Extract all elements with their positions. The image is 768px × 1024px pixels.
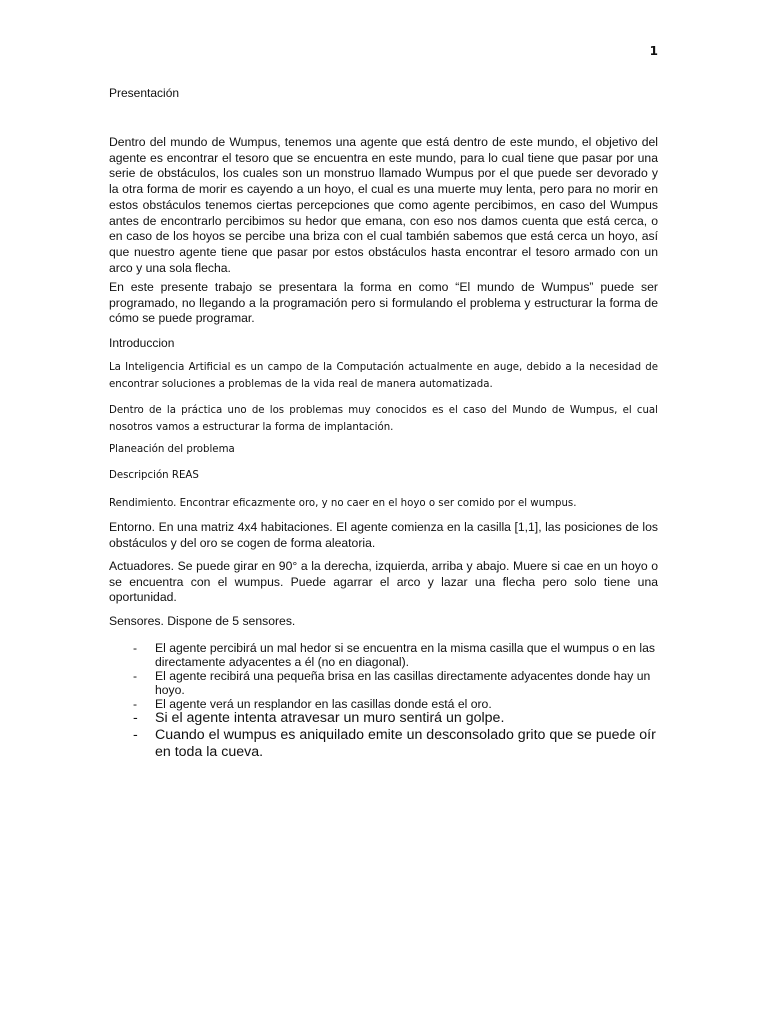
sensores-intro: Sensores. Dispone de 5 sensores. [109,614,296,628]
reas-subheading: Descripción REAS [109,470,199,481]
actuadores-paragraph: Actuadores. Se puede girar en 90° a la derecha, izquierda, arriba y abajo. Muere si cae en un hoyo o se encuentra con el wumpus. Puede agarrar el arco y lazar una flecha pero solo tiene una oportunidad. [109,559,658,605]
sensor-item-text: Si el agente intenta atravesar un muro sentirá un golpe. [155,710,505,726]
sensors-list-large [109,710,661,761]
presentation-heading: Presentación [109,86,180,100]
sensor-item-text: El agente percibirá un mal hedor si se encuentra en la misma casilla que el wumpus o en las directamente adyacentes a él (no en diagonal). [155,641,655,669]
list-dash: - [133,641,138,655]
presentation-paragraph-1: Dentro del mundo de Wumpus, tenemos una agente que está dentro de este mundo, el objetivo del agente es encontrar el tesoro que se encuentra en este mundo, para lo cual tiene que pasar por una serie de obstáculos, los cuales son un monstruo llamado Wumpus por el que puede ser devorado y la otra forma de morir es cayendo a un hoyo, el cual es una muerte muy lenta, pero para no morir en estos obstáculos tenemos ciertas percepciones que como agente percibimos, en caso del Wumpus antes de encontrarlo percibimos su hedor que emana, con eso nos damos cuenta que está cerca, o en caso de los hoyos se percibe una briza con el cual también sabemos que está cerca un hoyo, así que nuestro agente tiene que pasar por estos obstáculos hasta encontrar el tesoro armado con un arco y una sola flecha. [109,135,658,275]
list-dash: - [133,727,138,743]
introduction-paragraph-2: Dentro de la práctica uno de los problemas muy conocidos es el caso del Mundo de Wumpus, el cual nosotros vamos a estructurar la forma de implantación. [109,405,658,433]
sensor-item-scream [109,727,661,761]
sensors-list-small [109,641,661,711]
introduction-paragraph-1: La Inteligencia Artificial es un campo de la Computación actualmente en auge, debido a la necesidad de encontrar soluciones a problemas de la vida real de manera automatizada. [109,362,658,390]
sensor-item-bump [109,710,661,727]
list-dash: - [133,697,138,711]
rendimiento-paragraph: Rendimiento. Encontrar eficazmente oro, y no caer en el hoyo o ser comido por el wumpus. [109,498,577,509]
list-dash: - [133,669,138,683]
sensor-item-glitter [109,697,661,711]
presentation-paragraph-2: En este presente trabajo se presentara la forma en como “El mundo de Wumpus” puede ser programado, no llegando a la programación pero si formulando el problema y estructurar la forma de cómo se puede programar. [109,280,658,326]
introduction-heading: Introduccion [109,336,175,350]
page-number: 1 [649,44,658,58]
sensor-item-breeze [109,669,661,697]
sensor-item-text: El agente verá un resplandor en las casillas donde está el oro. [155,697,492,711]
entorno-paragraph: Entorno. En una matriz 4x4 habitaciones. El agente comienza en la casilla [1,1], las posiciones de los obstáculos y del oro se cogen de forma aleatoria. [109,520,658,550]
sensor-item-text: El agente recibirá una pequeña brisa en las casillas directamente adyacentes donde hay un hoyo. [155,669,651,697]
planning-heading: Planeación del problema [109,444,235,455]
sensor-item-stench [109,641,661,669]
list-dash: - [133,710,138,726]
sensor-item-text: Cuando el wumpus es aniquilado emite un desconsolado grito que se puede oír en toda la cueva. [155,727,656,760]
